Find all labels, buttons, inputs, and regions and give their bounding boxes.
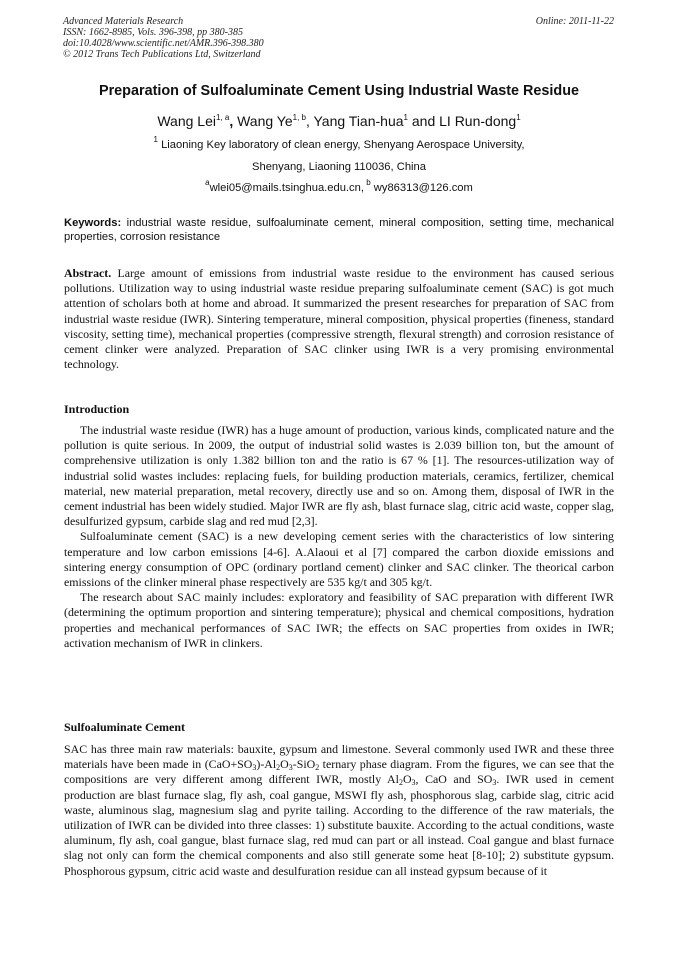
author-list [0,113,678,129]
journal-header [63,16,264,60]
introduction-body [64,423,614,651]
text-run: , CaO and SO [415,772,493,787]
paragraph: The research about SAC mainly includes: exploratory and feasibility of SAC preparation with different IWR (determining the optimum proportion and sintering temperature); physical and chemical compositions, hydration properties and mechanical performances of SAC IWR; the effects on SAC properties from oxides in IWR; activation mechanism of IWR in clinkers. [64,590,614,650]
paper-title: Preparation of Sulfoaluminate Cement Using Industrial Waste Residue [98,83,580,99]
subscript: 3 [411,778,416,788]
email-sup-a: a [205,178,210,187]
author-sup: 1 [516,113,521,122]
section-heading-sac: Sulfoaluminate Cement [64,720,185,734]
online-date: Online: 2011-11-22 [535,16,614,27]
subscript: 3 [252,763,257,773]
section-heading-introduction: Introduction [64,402,130,416]
text-run: SAC has three main raw materials: bauxite, gypsum and limestone. Several commonly used IWR and these three materials have been made in (CaO+SO [64,742,614,772]
author-sep: , [229,113,238,129]
paragraph [64,742,614,879]
abstract-text: Large amount of emissions from industrial waste residue to the environment has caused serious pollutions. Utilization way to using industrial waste residue preparing sulfoaluminate cement (SAC) is got much attention of scholars both at home and abroad. It summarized the present researches for preparation of SAC from industrial waste residue (IWR). Sintering temperature, mineral composition, physical properties (fineness, standard viscosity, setting time), mechanical properties (compressive strength, flexural strength) and corrosion resistance of cement clinker were analyzed. Preparation of SAC clinker using IWR is a very promising environmental technology. [64,266,614,372]
author-sup: 1 [403,113,408,122]
text-run: )-Al [256,757,277,772]
keywords [64,216,614,244]
affiliation-sup: 1 [153,135,158,144]
keywords-text: industrial waste residue, sulfoaluminate cement, mineral composition, setting time, mechanical properties, corrosion resistance [64,217,614,243]
affiliation-line-1 [0,135,678,151]
sac-body [64,742,614,879]
author-sup: 1, a [215,113,230,122]
text-run: O [280,757,289,772]
abstract [64,266,614,372]
text-run: . IWR used in cement production are blast furnace slag, fly ash, coal gangue, MSWI fly ash, phosphorous slag, carbide slag, citric acid waste, aluminous slag, magnesium slag and pyrite tailing. According to the difference of the raw materials, the utilization of IWR can be divided into three classes: 1) substitute bauxite. According to the actual conditions, waste aluminum, fly ash, coal gangue, blast furnace slag, red mud can part or all instead. Coal gangue and blast furnace slag not only can form the chemical components and also still generate some heat [8-10]; 2) substitute gypsum. Phosphorous gypsum, citric acid waste and desulfuration residue can all instead gypsum because of it [64,772,615,878]
author-sup: 1, b [292,113,306,122]
keywords-label: Keywords: [64,217,122,229]
journal-issn: ISSN: 1662-8985, Vols. 396-398, pp 380-385 [63,27,243,38]
email-line [0,178,678,194]
affiliation-text: Liaoning Key laboratory of clean energy, Shenyang Aerospace University, [157,139,525,151]
subscript: 2 [315,763,320,773]
text-run: O [402,772,412,787]
subscript: 2 [398,778,403,788]
subscript: 2 [276,763,281,773]
paragraph: The industrial waste residue (IWR) has a huge amount of production, various kinds, complicated nature and the pollution is quite serious. In 2009, the output of industrial solid wastes is 2.039 billion ton, but the amount of comprehensive utilization is only 1.382 billion ton and the ratio is 67 % [1]. The resources-utilization way of industrial solid wastes includes: replacing fuels, for building production materials, ceramics, fertilizer, chemical material, new material preparation, metal recovery, directly use and so on. Among them, disposal of IWR in the cement industrial has been widely studied. Major IWR are fly ash, blast furnace slag, citric acid waste, copper slag, desulfurized gypsum, carbide slag and red mud [2,3]. [64,423,614,529]
journal-copyright: © 2012 Trans Tech Publications Ltd, Switzerland [63,49,261,60]
affiliation-line-2: Shenyang, Liaoning 110036, China [252,161,426,173]
text-run: -SiO [292,757,316,772]
email-sup-b: b [364,178,371,187]
abstract-label: Abstract. [64,266,112,280]
email-b: wy86313@126.com [370,182,473,194]
journal-name: Advanced Materials Research [63,16,184,27]
author-name: , Yang Tian-hua [305,113,404,129]
author-name: Wang Lei [157,113,216,129]
text-run: ternary phase diagram. From the figures, we can see that the compositions are very different among different IWR, mostly Al [64,757,614,787]
subscript: 3 [492,778,497,788]
email-a: wlei05@mails.tsinghua.edu.cn, [209,182,364,194]
author-name: and LI Run-dong [407,113,517,129]
journal-doi: doi:10.4028/www.scientific.net/AMR.396-398.380 [63,38,264,49]
paragraph: Sulfoaluminate cement (SAC) is a new developing cement series with the characteristics of low sintering temperature and low carbon emissions [4-6]. A.Alaoui et al [7] compared the carbon dioxide emissions and sintering energy consumption of OPC (ordinary portland cement) clinker and SAC clinker. The theorical carbon emissions of the clinker mineral phase respectively are 535 kg/t and 305 kg/t. [64,529,614,590]
subscript: 3 [288,763,293,773]
author-name: Wang Ye [237,113,293,129]
